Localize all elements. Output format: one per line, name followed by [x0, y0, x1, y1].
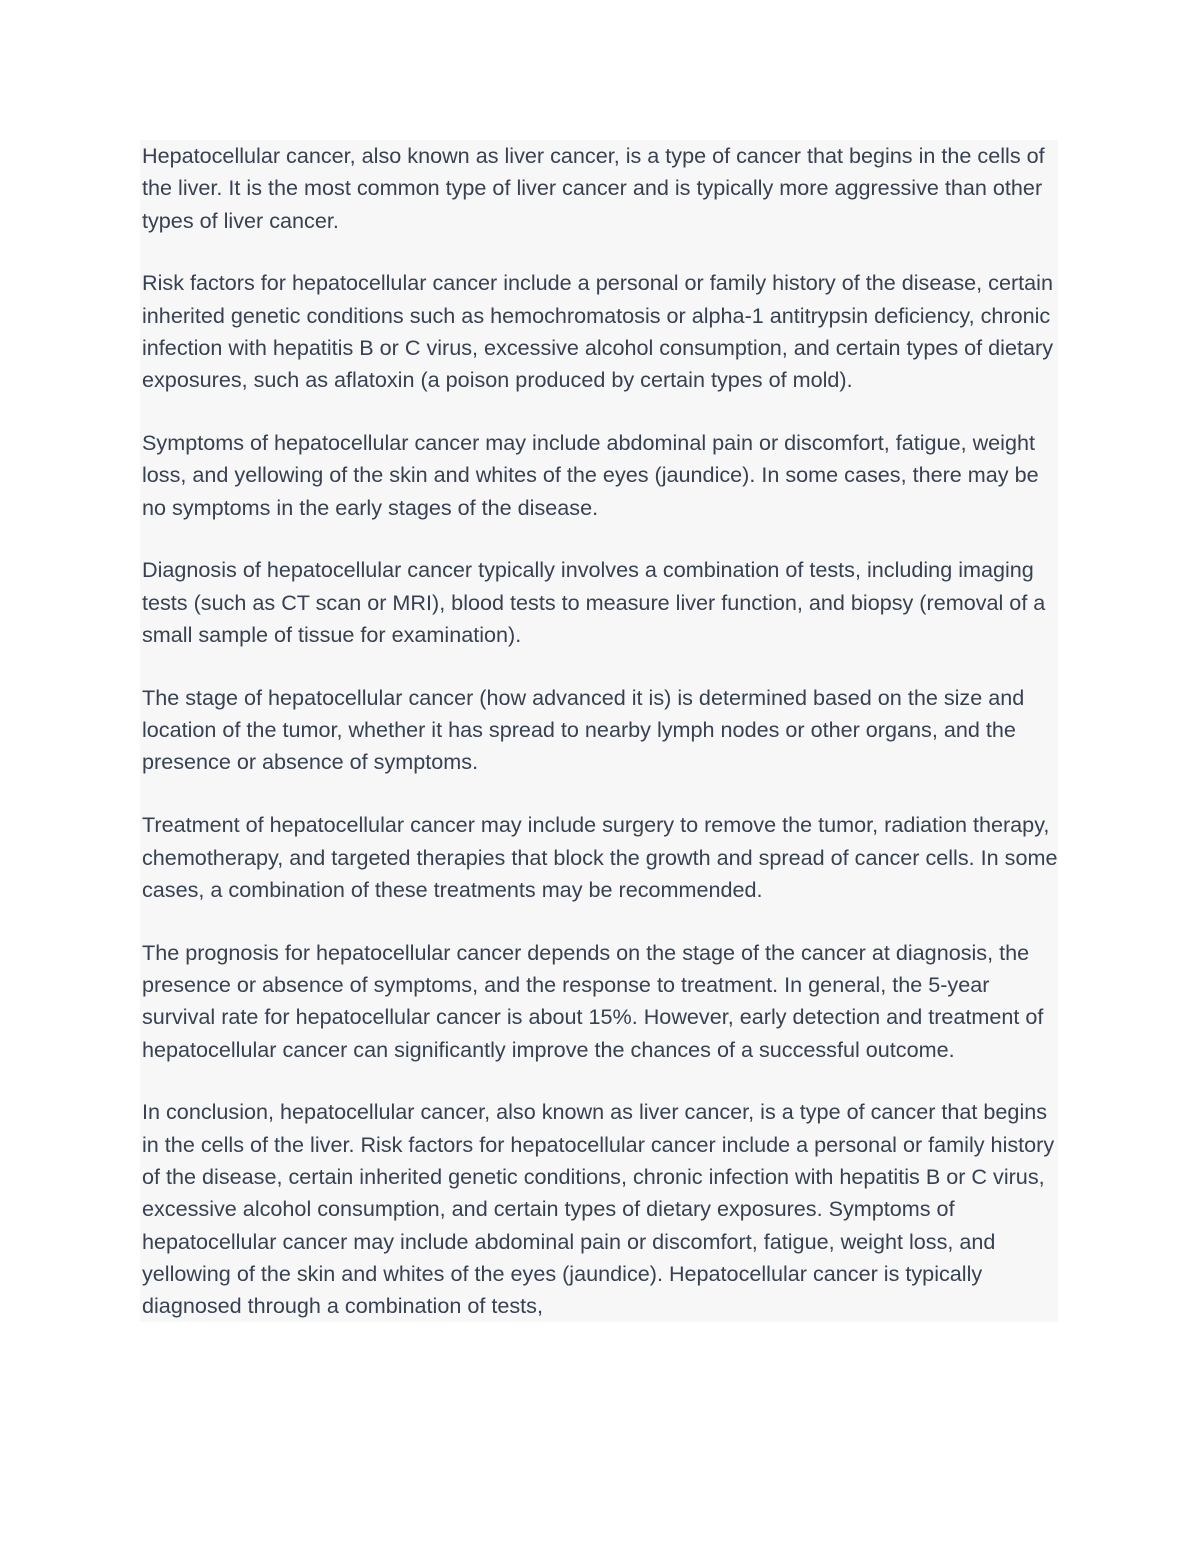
- document-text-block: [140, 140, 1058, 1322]
- paragraph-diagnosis: Diagnosis of hepatocellular cancer typically involves a combination of tests, including imaging tests (such as CT scan or MRI), blood tests to measure liver function, and biopsy (removal of a small sample of tissue for examination).: [142, 557, 1046, 648]
- paragraph-treatment: Treatment of hepatocellular cancer may include surgery to remove the tumor, radiation therapy, chemotherapy, and targeted therapies that block the growth and spread of cancer cells. In some cases, a combination of these treatments may be recommended.: [142, 812, 1058, 902]
- paragraph-risk-factors: Risk factors for hepatocellular cancer include a personal or family history of the disease, certain inherited genetic conditions such as hemochromatosis or alpha-1 antitrypsin deficiency, chronic infection with hepatitis B or C virus, excessive alcohol consumption, and certain types of dietary exposures, such as aflatoxin (a poison produced by certain types of mold).: [142, 270, 1053, 393]
- paragraph-staging: The stage of hepatocellular cancer (how advanced it is) is determined based on the size and location of the tumor, whether it has spread to nearby lymph nodes or other organs, and the presence or absence of symptoms.: [142, 684, 1025, 775]
- paragraph-introduction: Hepatocellular cancer, also known as liver cancer, is a type of cancer that begins in the cells of the liver. It is the most common type of liver cancer and is typically more aggressive than other types of liver cancer.: [142, 143, 1045, 233]
- paragraph-prognosis: The prognosis for hepatocellular cancer depends on the stage of the cancer at diagnosis, the presence or absence of symptoms, and the response to treatment. In general, the 5-year survival rate for hepatocellular cancer is about 15%. However, early detection and treatment of hepatocellular cancer can significantly improve the chances of a successful outcome.: [142, 939, 1044, 1062]
- paragraph-symptoms: Symptoms of hepatocellular cancer may include abdominal pain or discomfort, fatigue, weight loss, and yellowing of the skin and whites of the eyes (jaundice). In some cases, there may be no symptoms in the early stages of the disease.: [142, 430, 1039, 520]
- paragraph-conclusion: In conclusion, hepatocellular cancer, also known as liver cancer, is a type of cancer that begins in the cells of the liver. Risk factors for hepatocellular cancer include a personal or family history of the disease, certain inherited genetic conditions, chronic infection with hepatitis B or C virus, excessive alcohol consumption, and certain types of dietary exposures. Symptoms of hepatocellular cancer may include abdominal pain or discomfort, fatigue, weight loss, and yellowing of the skin and whites of the eyes (jaundice). Hepatocellular cancer is typically diagnosed through a combination of tests,: [142, 1099, 1055, 1319]
